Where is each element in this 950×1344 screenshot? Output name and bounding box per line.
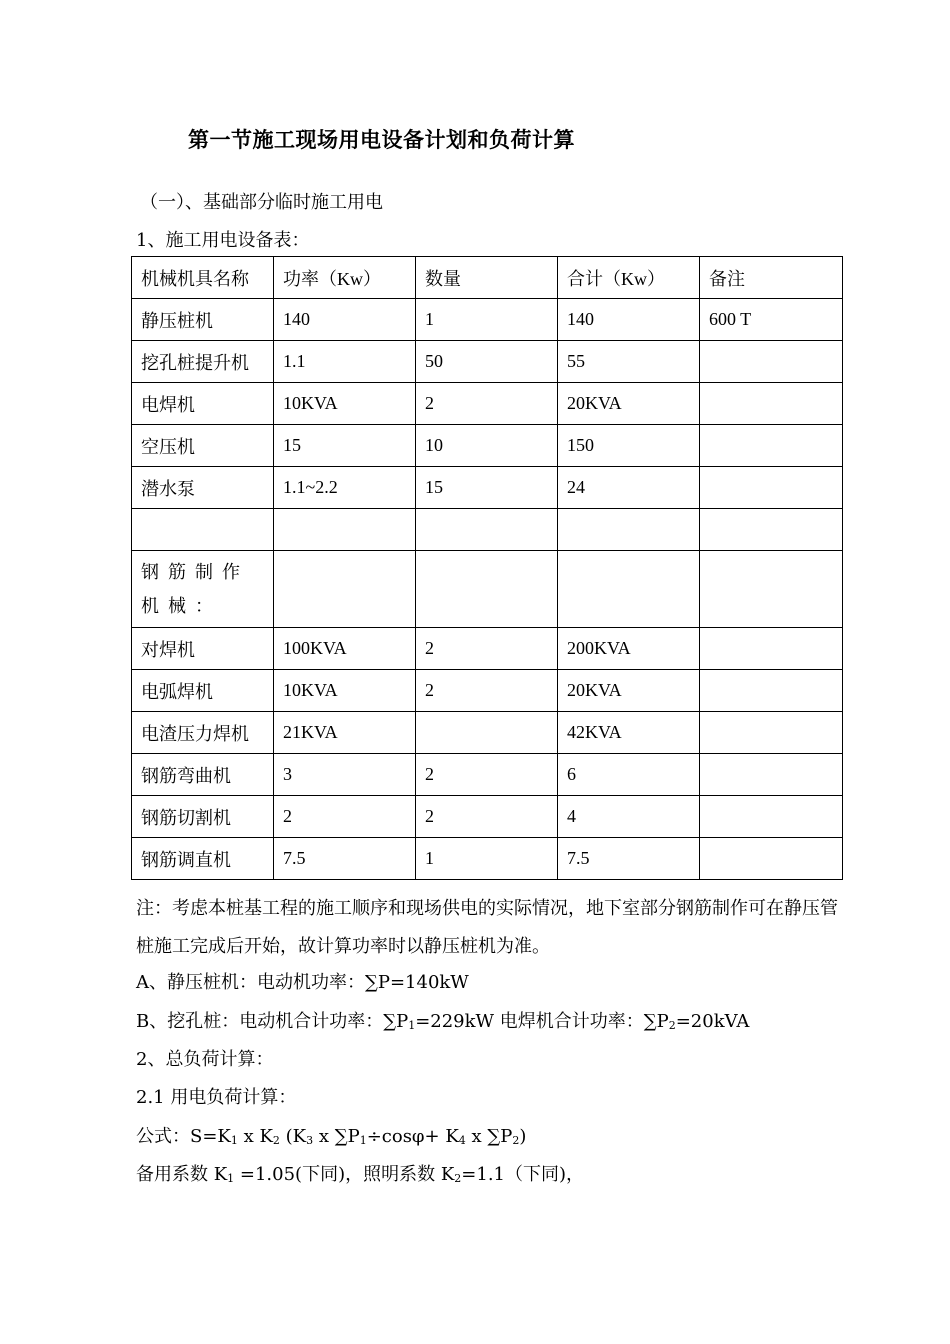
calc-line-b: B、挖孔桩：电动机合计功率：$\sum P_1=229kW$ 电焊机合计功率：$\sum P_2=20kVA$ xyxy=(136,1011,750,1032)
table-cell: 电焊机 xyxy=(132,383,274,425)
table-cell: 1 xyxy=(416,299,558,341)
table-cell: 钢筋制作机械： xyxy=(132,551,274,628)
table-row xyxy=(132,628,843,670)
table-cell xyxy=(700,425,843,467)
table-cell xyxy=(132,509,274,551)
table-row xyxy=(132,341,843,383)
calc-line-a: A、静压桩机：电动机功率：∑P=140kW xyxy=(136,972,469,993)
table-cell: 潜水泵 xyxy=(132,467,274,509)
table-cell xyxy=(700,467,843,509)
table-cell: 7.5 xyxy=(558,838,700,880)
table-cell: 140 xyxy=(274,299,416,341)
table-header-cell: 数量 xyxy=(416,257,558,299)
table-cell: 55 xyxy=(558,341,700,383)
table-cell: 2 xyxy=(416,383,558,425)
coefficient-line: 备用系数 $K_1 =1.05$(下同)，照明系数 $K_2=1.1$（下同)， xyxy=(136,1164,585,1185)
table-cell: 20KVA xyxy=(558,383,700,425)
total-load-heading: 2、总负荷计算： xyxy=(136,1049,274,1070)
table-cell: 200KVA xyxy=(558,628,700,670)
table-cell xyxy=(700,712,843,754)
table-row xyxy=(132,383,843,425)
table-cell: 140 xyxy=(558,299,700,341)
table-row xyxy=(132,467,843,509)
table-header-cell: 备注 xyxy=(700,257,843,299)
table-cell: 2 xyxy=(416,670,558,712)
table-cell: 1 xyxy=(416,838,558,880)
table-cell: 挖孔桩提升机 xyxy=(132,341,274,383)
table-cell: 42KVA xyxy=(558,712,700,754)
table-row xyxy=(132,299,843,341)
table-cell: 2 xyxy=(416,754,558,796)
table-cell xyxy=(558,551,700,628)
table-cell: 钢筋切割机 xyxy=(132,796,274,838)
subsection-heading: 1、施工用电设备表： xyxy=(136,230,310,251)
load-calc-heading: 2.1 用电负荷计算： xyxy=(136,1087,297,1108)
table-cell xyxy=(416,712,558,754)
table-cell xyxy=(700,754,843,796)
table-cell: 2 xyxy=(274,796,416,838)
table-cell: 20KVA xyxy=(558,670,700,712)
table-cell: 对焊机 xyxy=(132,628,274,670)
table-cell: 10 xyxy=(416,425,558,467)
table-header-cell: 机械机具名称 xyxy=(132,257,274,299)
table-row xyxy=(132,754,843,796)
table-cell: 6 xyxy=(558,754,700,796)
table-cell xyxy=(700,551,843,628)
table-cell: 电弧焊机 xyxy=(132,670,274,712)
table-cell xyxy=(416,509,558,551)
table-cell xyxy=(416,551,558,628)
table-cell: 15 xyxy=(416,467,558,509)
table-cell: 50 xyxy=(416,341,558,383)
formula-line: 公式：$S=K_1$ x $K_2$ ($K_3$ x $\sum P_1\div\cos\varphi+ K_4$ x $\sum P_2$) xyxy=(136,1126,527,1147)
table-cell: 电渣压力焊机 xyxy=(132,712,274,754)
equipment-table xyxy=(131,256,843,880)
table-cell xyxy=(700,796,843,838)
table-row xyxy=(132,796,843,838)
table-row xyxy=(132,712,843,754)
table-cell xyxy=(700,838,843,880)
table-header-cell: 功率（Kw） xyxy=(274,257,416,299)
table-cell: 10KVA xyxy=(274,383,416,425)
table-cell: 空压机 xyxy=(132,425,274,467)
table-header-row xyxy=(132,257,843,299)
table-cell xyxy=(274,509,416,551)
table-cell: 静压桩机 xyxy=(132,299,274,341)
section-title: 第一节施工现场用电设备计划和负荷计算 xyxy=(188,127,575,152)
table-cell xyxy=(700,509,843,551)
table-cell: 4 xyxy=(558,796,700,838)
table-row xyxy=(132,509,843,551)
table-cell: 21KVA xyxy=(274,712,416,754)
table-cell: 1.1~2.2 xyxy=(274,467,416,509)
table-header-cell: 合计（Kw） xyxy=(558,257,700,299)
table-cell: 150 xyxy=(558,425,700,467)
table-cell: 24 xyxy=(558,467,700,509)
table-row xyxy=(132,425,843,467)
table-cell xyxy=(274,551,416,628)
table-cell xyxy=(700,670,843,712)
table-cell xyxy=(700,341,843,383)
table-cell: 100KVA xyxy=(274,628,416,670)
table-cell: 2 xyxy=(416,628,558,670)
table-cell: 600 T xyxy=(700,299,843,341)
table-cell: 1.1 xyxy=(274,341,416,383)
table-row xyxy=(132,838,843,880)
table-cell xyxy=(700,383,843,425)
table-cell: 15 xyxy=(274,425,416,467)
table-cell xyxy=(700,628,843,670)
note-paragraph: 注：考虑本桩基工程的施工顺序和现场供电的实际情况，地下室部分钢筋制作可在静压管桩施工完成后开始，故计算功率时以静压桩机为准。 xyxy=(136,898,838,957)
table-cell: 2 xyxy=(416,796,558,838)
section-heading: （一）、基础部分临时施工用电 xyxy=(140,192,383,213)
table-cell xyxy=(558,509,700,551)
table-row xyxy=(132,551,843,628)
table-row xyxy=(132,670,843,712)
table-cell: 10KVA xyxy=(274,670,416,712)
table-cell: 钢筋调直机 xyxy=(132,838,274,880)
table-cell: 3 xyxy=(274,754,416,796)
table-cell: 钢筋弯曲机 xyxy=(132,754,274,796)
table-cell: 7.5 xyxy=(274,838,416,880)
